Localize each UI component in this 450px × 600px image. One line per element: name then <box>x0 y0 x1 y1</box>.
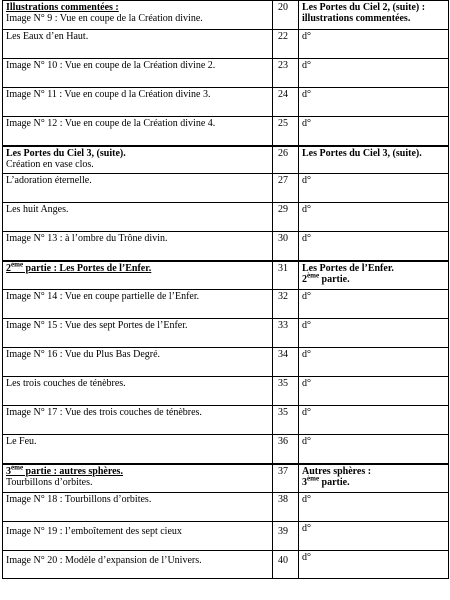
part-number: 3 <box>6 465 11 477</box>
entry-subtitle: Image N° 9 : Vue en coupe de la Création divine. <box>6 13 203 24</box>
ordinal-suffix: ème <box>11 260 24 269</box>
section-reference-text: Autres sphères : <box>302 465 372 477</box>
table-row <box>3 348 449 377</box>
page-number: 25 <box>273 117 299 146</box>
entry-title: Image N° 17 : Vue des trois couches de ténèbres. <box>3 406 273 435</box>
table-row <box>3 377 449 406</box>
ditto-mark: d° <box>299 59 449 88</box>
page-number: 40 <box>273 551 299 579</box>
table-row <box>3 1 449 30</box>
page-number: 32 <box>273 290 299 319</box>
page-number: 38 <box>273 493 299 522</box>
entry-title: L’adoration éternelle. <box>3 174 273 203</box>
page-number: 27 <box>273 174 299 203</box>
ditto-mark: d° <box>299 88 449 117</box>
table-row <box>3 146 449 174</box>
page-number: 31 <box>273 261 299 290</box>
entry-title: Image N° 15 : Vue des sept Portes de l’Enfer. <box>3 319 273 348</box>
page-number: 30 <box>273 232 299 261</box>
ditto-mark: d° <box>299 377 449 406</box>
table-row <box>3 174 449 203</box>
entry-subtitle: Tourbillons d’orbites. <box>6 476 93 488</box>
entry-title: Image N° 14 : Vue en coupe partielle de l’Enfer. <box>3 290 273 319</box>
table-row <box>3 88 449 117</box>
entry-title: Image N° 13 : à l’ombre du Trône divin. <box>3 232 273 261</box>
section-heading-text: partie : Les Portes de l’Enfer. <box>23 262 152 274</box>
entry-title-cell <box>3 1 273 30</box>
table-row <box>3 232 449 261</box>
ditto-mark: d° <box>299 30 449 59</box>
section-reference <box>299 261 449 290</box>
page-number: 26 <box>273 146 299 174</box>
page-number: 37 <box>273 464 299 493</box>
ditto-mark: d° <box>299 406 449 435</box>
page-number: 23 <box>273 59 299 88</box>
ordinal-suffix: ème <box>11 463 24 472</box>
ditto-mark: d° <box>299 290 449 319</box>
page-number: 20 <box>273 1 299 30</box>
section-heading: Les Portes du Ciel 3, (suite). <box>6 147 126 159</box>
section-heading: Illustrations commentées : <box>6 2 119 13</box>
part-number: 2 <box>302 273 307 285</box>
entry-title: Image N° 11 : Vue en coupe d la Création divine 3. <box>3 88 273 117</box>
entry-title: Image N° 19 : l’emboîtement des sept cieux <box>3 522 273 551</box>
section-heading <box>6 463 123 477</box>
ditto-mark: d° <box>299 493 449 522</box>
entry-title: Les Eaux d’en Haut. <box>3 30 273 59</box>
table-row <box>3 117 449 146</box>
entry-title: Le Feu. <box>3 435 273 464</box>
page-number: 33 <box>273 319 299 348</box>
table-row <box>3 59 449 88</box>
ditto-mark: d° <box>299 174 449 203</box>
part-number: 3 <box>302 476 307 488</box>
page-number: 24 <box>273 88 299 117</box>
table-row <box>3 493 449 522</box>
page-number: 36 <box>273 435 299 464</box>
page-number: 29 <box>273 203 299 232</box>
page-number: 22 <box>273 30 299 59</box>
part-number: 2 <box>6 262 11 274</box>
ordinal-suffix: ème <box>307 474 320 483</box>
entry-title: Image N° 20 : Modèle d’expansion de l’Univers. <box>3 551 273 579</box>
table-row <box>3 290 449 319</box>
entry-title: Image N° 16 : Vue du Plus Bas Degré. <box>3 348 273 377</box>
section-reference: Les Portes du Ciel 3, (suite). <box>299 146 449 174</box>
ditto-mark: d° <box>299 522 449 551</box>
entry-title-cell <box>3 464 273 493</box>
table-row <box>3 406 449 435</box>
table-row <box>3 30 449 59</box>
ditto-mark: d° <box>299 203 449 232</box>
ditto-mark: d° <box>299 435 449 464</box>
ordinal-suffix: ème <box>307 271 320 280</box>
section-reference-text: Les Portes de l’Enfer. <box>302 262 394 274</box>
table-row <box>3 319 449 348</box>
page-number: 35 <box>273 406 299 435</box>
section-reference <box>299 464 449 493</box>
section-reference: Les Portes du Ciel 2, (suite) : illustrations commentées. <box>299 1 449 30</box>
part-label: partie. <box>319 273 350 285</box>
table-row <box>3 435 449 464</box>
entry-title: Les trois couches de ténèbres. <box>3 377 273 406</box>
table-row <box>3 464 449 493</box>
entry-title: Image N° 10 : Vue en coupe de la Création divine 2. <box>3 59 273 88</box>
page-number: 39 <box>273 522 299 551</box>
table-row <box>3 522 449 551</box>
page-number: 34 <box>273 348 299 377</box>
page-number: 35 <box>273 377 299 406</box>
entry-title: Les huit Anges. <box>3 203 273 232</box>
table-of-contents <box>2 0 449 579</box>
section-heading-text: partie : autres sphères. <box>23 465 123 477</box>
table-row <box>3 203 449 232</box>
section-heading <box>3 261 273 290</box>
entry-subtitle: Création en vase clos. <box>6 158 94 170</box>
part-label: partie. <box>319 476 350 488</box>
ditto-mark: d° <box>299 319 449 348</box>
table-row <box>3 551 449 579</box>
entry-title: Image N° 18 : Tourbillons d’orbites. <box>3 493 273 522</box>
entry-title: Image N° 12 : Vue en coupe de la Création divine 4. <box>3 117 273 146</box>
ditto-mark: d° <box>299 232 449 261</box>
table-row <box>3 261 449 290</box>
entry-title-cell <box>3 146 273 174</box>
ditto-mark: d° <box>299 348 449 377</box>
ditto-mark: d° <box>299 117 449 146</box>
ditto-mark: d° <box>299 551 449 579</box>
